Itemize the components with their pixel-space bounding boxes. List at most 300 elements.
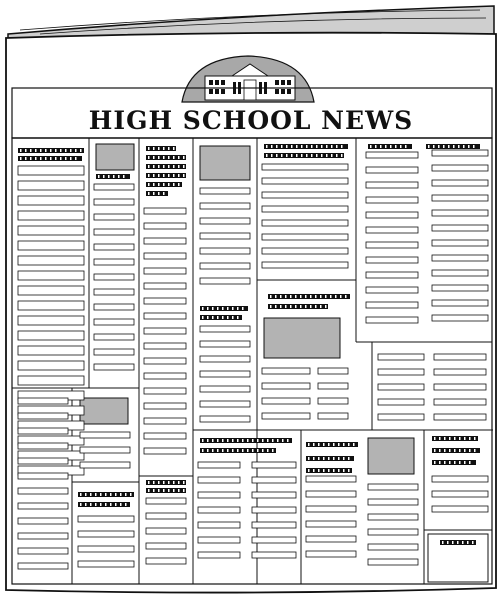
headline-gap xyxy=(385,145,387,148)
headline-gap xyxy=(123,175,125,178)
headline-gap xyxy=(202,449,204,452)
headline-gap xyxy=(311,154,313,157)
headline-gap xyxy=(237,439,239,442)
headline-gap xyxy=(444,449,446,452)
headline-gap xyxy=(25,157,27,160)
text-line xyxy=(144,223,186,229)
headline-gap xyxy=(125,503,127,506)
headline-gap xyxy=(336,154,338,157)
text-line xyxy=(432,165,488,171)
headline-gap xyxy=(173,481,175,484)
headline-gap xyxy=(370,145,372,148)
headline-gap xyxy=(335,295,337,298)
headline-gap xyxy=(321,154,323,157)
headline-gap xyxy=(118,175,120,178)
text-line xyxy=(262,383,310,389)
text-line xyxy=(368,559,418,565)
text-line xyxy=(198,507,240,513)
text-line xyxy=(18,256,84,265)
text-line xyxy=(368,544,418,550)
text-line xyxy=(18,241,84,250)
text-line xyxy=(366,242,418,248)
text-line xyxy=(18,518,68,524)
headline-gap xyxy=(95,493,97,496)
headline-gap xyxy=(252,449,254,452)
headline-gap xyxy=(333,457,335,460)
headline-gap xyxy=(469,449,471,452)
text-line xyxy=(18,443,68,449)
headline-gap xyxy=(153,165,155,168)
text-line xyxy=(94,229,134,235)
headline-bar xyxy=(146,164,186,169)
headline-gap xyxy=(148,165,150,168)
text-line xyxy=(80,432,130,438)
text-line xyxy=(78,516,134,522)
headline-gap xyxy=(110,493,112,496)
text-line xyxy=(18,271,84,280)
headline-gap xyxy=(178,174,180,177)
headline-bar xyxy=(146,146,176,151)
headline-gap xyxy=(286,145,288,148)
headline-gap xyxy=(242,307,244,310)
headline-gap xyxy=(308,443,310,446)
headline-gap xyxy=(100,493,102,496)
headline-gap xyxy=(183,156,185,159)
text-line xyxy=(198,462,240,468)
headline-gap xyxy=(405,145,407,148)
headline-gap xyxy=(300,295,302,298)
headline-gap xyxy=(469,461,471,464)
headline-gap xyxy=(60,149,62,152)
text-line xyxy=(366,272,418,278)
headline-gap xyxy=(295,305,297,308)
headline-gap xyxy=(464,461,466,464)
headline-gap xyxy=(434,437,436,440)
headline-gap xyxy=(341,154,343,157)
headline-gap xyxy=(90,493,92,496)
text-line xyxy=(144,328,186,334)
headline-gap xyxy=(315,305,317,308)
text-line xyxy=(200,203,250,209)
text-line xyxy=(378,384,424,390)
headline-gap xyxy=(375,145,377,148)
headline-gap xyxy=(70,149,72,152)
headline-gap xyxy=(276,145,278,148)
text-line xyxy=(366,227,418,233)
headline-gap xyxy=(306,145,308,148)
headline-gap xyxy=(178,489,180,492)
headline-gap xyxy=(168,156,170,159)
text-line xyxy=(306,506,356,512)
text-line xyxy=(198,477,240,483)
text-line xyxy=(78,531,134,537)
headline-gap xyxy=(262,439,264,442)
headline-gap xyxy=(474,449,476,452)
headline-gap xyxy=(462,541,464,544)
text-line xyxy=(144,238,186,244)
headline-gap xyxy=(439,449,441,452)
headline-gap xyxy=(443,145,445,148)
headline-gap xyxy=(472,541,474,544)
headline-gap xyxy=(173,156,175,159)
headline-gap xyxy=(439,437,441,440)
text-line xyxy=(366,167,418,173)
headline-gap xyxy=(308,457,310,460)
headline-gap xyxy=(80,503,82,506)
headline-gap xyxy=(95,503,97,506)
headline-gap xyxy=(338,469,340,472)
text-line xyxy=(18,226,84,235)
headline-gap xyxy=(454,449,456,452)
headline-gap xyxy=(305,295,307,298)
text-line xyxy=(18,331,84,340)
headline-gap xyxy=(55,149,57,152)
headline-gap xyxy=(158,183,160,186)
headline-gap xyxy=(247,439,249,442)
text-line xyxy=(18,211,84,220)
headline-gap xyxy=(310,305,312,308)
text-line xyxy=(94,259,134,265)
text-line xyxy=(200,356,250,362)
headline-bar xyxy=(146,488,186,493)
headline-gap xyxy=(237,307,239,310)
text-line xyxy=(366,317,418,323)
text-line xyxy=(432,506,488,512)
text-line xyxy=(432,180,488,186)
headline-bar xyxy=(200,315,242,320)
text-line xyxy=(18,503,68,509)
headline-gap xyxy=(217,449,219,452)
headline-gap xyxy=(222,316,224,319)
text-line xyxy=(144,253,186,259)
text-line xyxy=(200,278,250,284)
text-line xyxy=(262,262,348,268)
text-line xyxy=(306,536,356,542)
headline-gap xyxy=(295,295,297,298)
text-line xyxy=(378,414,424,420)
text-line xyxy=(18,473,68,479)
headline-gap xyxy=(340,295,342,298)
headline-gap xyxy=(301,145,303,148)
text-line xyxy=(144,208,186,214)
headline-gap xyxy=(286,154,288,157)
text-line xyxy=(262,248,348,254)
headline-gap xyxy=(45,157,47,160)
headline-gap xyxy=(212,439,214,442)
text-line xyxy=(94,214,134,220)
headline-gap xyxy=(130,493,132,496)
headline-gap xyxy=(280,295,282,298)
headline-gap xyxy=(153,174,155,177)
text-line xyxy=(146,513,186,519)
text-line xyxy=(432,315,488,321)
headline-gap xyxy=(115,493,117,496)
text-line xyxy=(198,552,240,558)
headline-gap xyxy=(120,503,122,506)
headline-gap xyxy=(338,457,340,460)
text-line xyxy=(200,401,250,407)
headline-gap xyxy=(282,439,284,442)
headline-gap xyxy=(148,174,150,177)
text-line xyxy=(146,528,186,534)
text-line xyxy=(146,543,186,549)
text-line xyxy=(94,364,134,370)
headline-gap xyxy=(45,149,47,152)
text-line xyxy=(432,225,488,231)
text-line xyxy=(262,192,348,198)
headline-gap xyxy=(40,149,42,152)
text-line xyxy=(368,514,418,520)
headline-gap xyxy=(85,493,87,496)
headline-gap xyxy=(467,541,469,544)
headline-gap xyxy=(457,541,459,544)
text-line xyxy=(318,398,348,404)
headline-gap xyxy=(212,307,214,310)
text-line xyxy=(252,522,296,528)
headline-gap xyxy=(275,295,277,298)
headline-gap xyxy=(113,175,115,178)
text-line xyxy=(368,484,418,490)
headline-gap xyxy=(290,305,292,308)
headline-gap xyxy=(35,149,37,152)
text-line xyxy=(198,522,240,528)
headline-gap xyxy=(168,147,170,150)
headline-gap xyxy=(178,183,180,186)
headline-gap xyxy=(338,443,340,446)
text-line xyxy=(262,178,348,184)
text-line xyxy=(94,244,134,250)
headline-gap xyxy=(454,461,456,464)
headline-gap xyxy=(296,145,298,148)
text-line xyxy=(94,184,134,190)
text-line xyxy=(144,373,186,379)
headline-gap xyxy=(227,316,229,319)
headline-gap xyxy=(70,157,72,160)
headline-gap xyxy=(212,316,214,319)
text-line xyxy=(368,499,418,505)
headline-gap xyxy=(285,305,287,308)
headline-gap xyxy=(80,149,82,152)
headline-gap xyxy=(120,493,122,496)
headline-gap xyxy=(105,493,107,496)
headline-gap xyxy=(343,469,345,472)
headline-gap xyxy=(434,461,436,464)
text-line xyxy=(200,341,250,347)
headline-gap xyxy=(326,145,328,148)
headline-gap xyxy=(458,145,460,148)
headline-gap xyxy=(247,449,249,452)
text-line xyxy=(80,462,130,468)
text-line xyxy=(366,212,418,218)
text-line xyxy=(18,286,84,295)
headline-gap xyxy=(308,469,310,472)
text-line xyxy=(144,388,186,394)
headline-gap xyxy=(301,154,303,157)
headline-gap xyxy=(153,147,155,150)
headline-gap xyxy=(348,469,350,472)
text-line xyxy=(80,447,130,453)
text-line xyxy=(200,188,250,194)
headline-gap xyxy=(65,157,67,160)
text-line xyxy=(200,233,250,239)
headline-gap xyxy=(272,439,274,442)
text-line xyxy=(200,248,250,254)
headline-gap xyxy=(30,157,32,160)
headline-gap xyxy=(98,175,100,178)
text-line xyxy=(432,285,488,291)
headline-gap xyxy=(454,437,456,440)
headline-gap xyxy=(271,154,273,157)
text-line xyxy=(144,403,186,409)
headline-gap xyxy=(270,295,272,298)
headline-gap xyxy=(100,503,102,506)
headline-gap xyxy=(50,157,52,160)
text-line xyxy=(18,361,84,370)
text-line xyxy=(366,287,418,293)
headline-gap xyxy=(158,156,160,159)
text-line xyxy=(198,492,240,498)
text-line xyxy=(18,533,68,539)
headline-gap xyxy=(281,154,283,157)
text-line xyxy=(78,546,134,552)
headline-gap xyxy=(178,165,180,168)
text-line xyxy=(146,558,186,564)
masthead-title: HIGH SCHOOL NEWS xyxy=(88,106,414,135)
headline-gap xyxy=(313,457,315,460)
text-line xyxy=(18,398,68,404)
headline-gap xyxy=(30,149,32,152)
headline-gap xyxy=(316,154,318,157)
text-line xyxy=(318,368,348,374)
headline-gap xyxy=(306,154,308,157)
text-line xyxy=(306,476,356,482)
headline-gap xyxy=(75,157,77,160)
headline-gap xyxy=(207,307,209,310)
text-line xyxy=(94,199,134,205)
text-line xyxy=(200,416,250,422)
headline-gap xyxy=(217,439,219,442)
text-line xyxy=(198,537,240,543)
headline-gap xyxy=(463,145,465,148)
headline-gap xyxy=(395,145,397,148)
text-line xyxy=(144,358,186,364)
headline-gap xyxy=(202,316,204,319)
headline-gap xyxy=(390,145,392,148)
headline-gap xyxy=(266,145,268,148)
text-line xyxy=(432,150,488,156)
text-line xyxy=(144,343,186,349)
headline-gap xyxy=(442,541,444,544)
text-line xyxy=(144,448,186,454)
text-line xyxy=(306,491,356,497)
headline-gap xyxy=(168,174,170,177)
text-line xyxy=(434,354,486,360)
headline-gap xyxy=(207,316,209,319)
headline-gap xyxy=(291,154,293,157)
text-line xyxy=(262,220,348,226)
headline-gap xyxy=(163,147,165,150)
headline-gap xyxy=(237,449,239,452)
text-line xyxy=(252,462,296,468)
headline-gap xyxy=(444,461,446,464)
headline-gap xyxy=(267,449,269,452)
text-line xyxy=(94,349,134,355)
headline-gap xyxy=(275,305,277,308)
headline-gap xyxy=(163,156,165,159)
headline-gap xyxy=(20,157,22,160)
headline-gap xyxy=(473,145,475,148)
headline-bar xyxy=(146,173,186,178)
headline-gap xyxy=(115,503,117,506)
headline-gap xyxy=(103,175,105,178)
headline-gap xyxy=(148,489,150,492)
headline-gap xyxy=(270,305,272,308)
headline-gap xyxy=(290,295,292,298)
text-line xyxy=(200,326,250,332)
headline-gap xyxy=(310,295,312,298)
text-line xyxy=(252,507,296,513)
headline-gap xyxy=(60,157,62,160)
headline-gap xyxy=(85,503,87,506)
headline-gap xyxy=(468,145,470,148)
text-line xyxy=(434,414,486,420)
headline-gap xyxy=(459,449,461,452)
text-line xyxy=(262,413,310,419)
headline-gap xyxy=(163,192,165,195)
text-line xyxy=(434,384,486,390)
headline-gap xyxy=(252,439,254,442)
headline-gap xyxy=(163,183,165,186)
headline-gap xyxy=(285,295,287,298)
headline-gap xyxy=(232,449,234,452)
text-line xyxy=(94,334,134,340)
text-line xyxy=(378,369,424,375)
text-line xyxy=(366,257,418,263)
text-line xyxy=(18,428,68,434)
headline-gap xyxy=(428,145,430,148)
headline-gap xyxy=(316,145,318,148)
text-line xyxy=(252,537,296,543)
text-line xyxy=(432,240,488,246)
headline-gap xyxy=(163,174,165,177)
headline-gap xyxy=(163,481,165,484)
headline-gap xyxy=(336,145,338,148)
headline-gap xyxy=(110,503,112,506)
text-line xyxy=(144,268,186,274)
headline-gap xyxy=(50,149,52,152)
headline-gap xyxy=(353,443,355,446)
headline-gap xyxy=(328,457,330,460)
text-line xyxy=(252,552,296,558)
headline-gap xyxy=(343,443,345,446)
headline-gap xyxy=(331,154,333,157)
headline-gap xyxy=(300,305,302,308)
headline-gap xyxy=(257,439,259,442)
text-line xyxy=(262,164,348,170)
headline-gap xyxy=(173,489,175,492)
text-line xyxy=(18,548,68,554)
headline-gap xyxy=(318,443,320,446)
headline-gap xyxy=(325,295,327,298)
headline-gap xyxy=(280,305,282,308)
text-line xyxy=(18,488,68,494)
headline-gap xyxy=(222,439,224,442)
text-line xyxy=(432,255,488,261)
headline-gap xyxy=(348,443,350,446)
headline-gap xyxy=(281,145,283,148)
headline-gap xyxy=(433,145,435,148)
headline-gap xyxy=(232,316,234,319)
